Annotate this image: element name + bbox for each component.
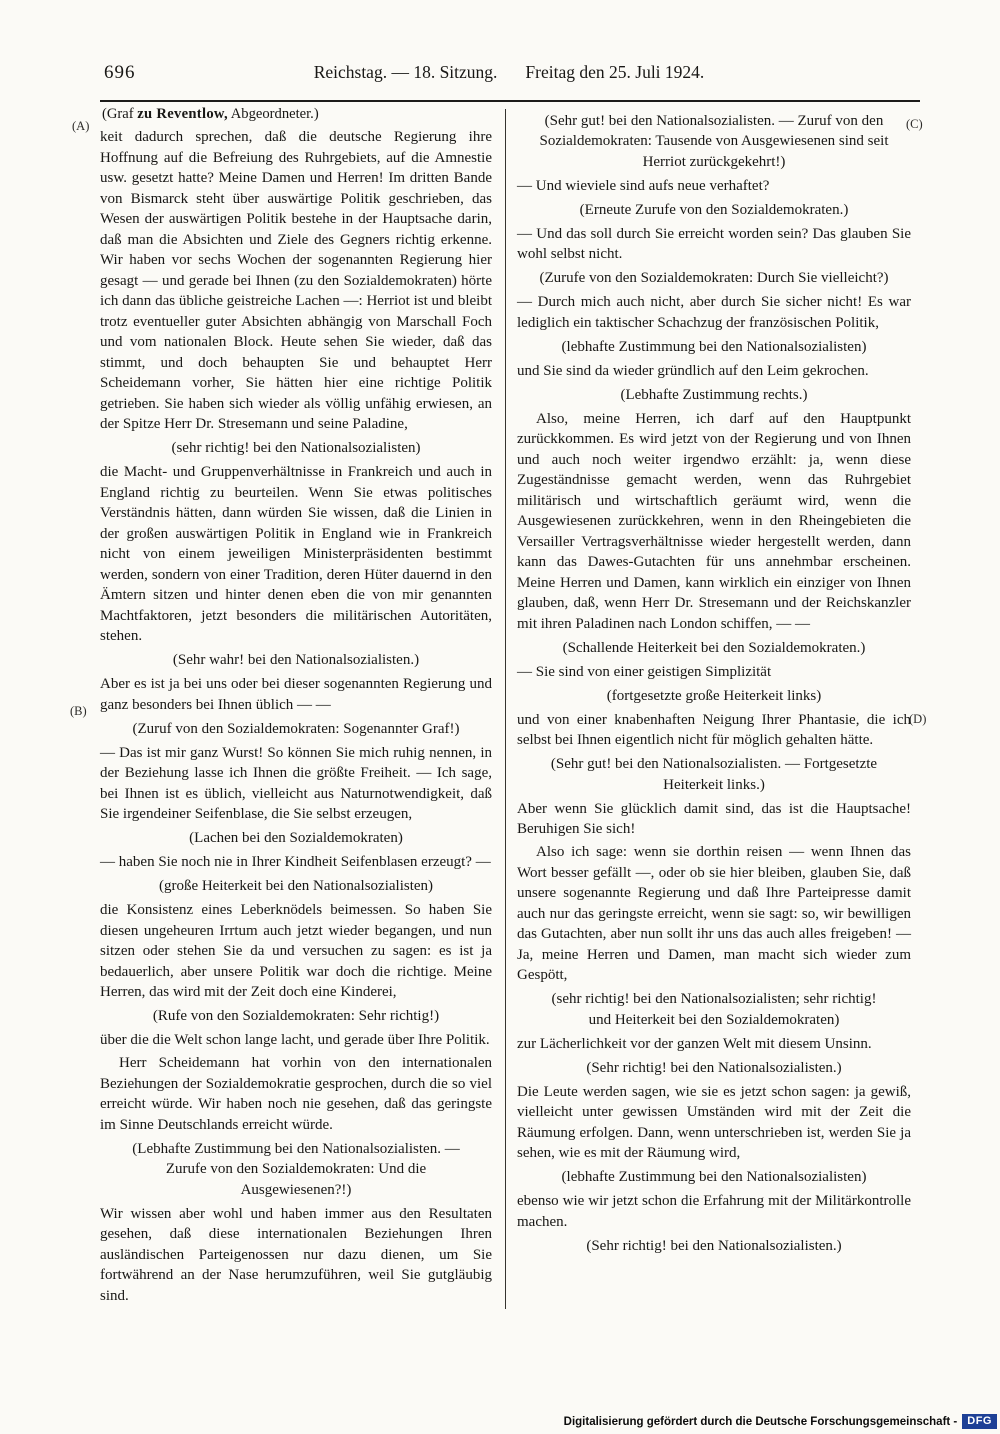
interjection-note: (lebhafte Zustimmung bei den Nationalsozialisten) — [561, 338, 867, 355]
header-date: Freitag den 25. Juli 1924. — [525, 62, 705, 82]
interjection-note: (Zurufe von den Sozialdemokraten: Durch Sie vielleicht?) — [539, 270, 889, 286]
interjection-note: (Sehr gut! bei den Nationalsozialisten. — Fortgesetzte Heiterkeit links.) — [550, 756, 878, 793]
header-title: Reichstag. — 18. Sitzung. — [313, 62, 498, 82]
interjection-note: (Zuruf von den Sozialdemokraten: Sogenannter Graf!) — [132, 720, 460, 737]
speech-paragraph: — Das ist mir ganz Wurst! So können Sie mich ruhig nennen, in der Beziehung lasse ich Ihnen die größte Freiheit. — Ich sage, bei Ihnen ist es üblich, vielleicht aus Naturnotwendigkeit, daß Sie irgendeiner Seifenblase, die Sie selbst erzeugen, — [100, 744, 492, 822]
interjection-note: (Rufe von den Sozialdemokraten: Sehr richtig!) — [152, 1008, 440, 1024]
interjection-note: (Schallende Heiterkeit bei den Sozialdemokraten.) — [562, 639, 866, 656]
speaker-line — [102, 105, 492, 124]
speech-paragraph: Also, meine Herren, ich darf auf den Hauptpunkt zurückkommen. Es wird jetzt von der Regierung und von Ihnen und auch noch weiter irgendwo erzählt: ja, wenn diese Zugeständnisse gemacht werden, wenn das Ruhrgebiet militärisch und wirtschaftlich geräumt wird, wenn die Ausgewiesenen zurückkehren, wenn in den Rheingebieten die Versailler Vertragsverhältnisse wieder hergestellt werden, dann kann das Dawes-Gutachten für uns annehmbar erscheinen. Meine Herren und Damen, kann wirklich ein einziger von Ihnen glauben, daß, wenn Herr Dr. Stresemann und der Reichskanzler mit ihren Paladinen nach London schiffen, — — — [517, 410, 911, 632]
margin-label-a: (A) — [72, 119, 90, 133]
right-column — [517, 105, 911, 1309]
digitization-footer — [564, 1414, 997, 1429]
left-column-blocks — [100, 127, 492, 1306]
interjection-note: (Sehr gut! bei den Nationalsozialisten. — Zuruf von den Sozialdemokraten: Tausende von Ausgewiesenen sind seit Herriot zurückgekehrt!) — [539, 112, 889, 170]
speech-paragraph: Aber es ist ja bei uns oder bei dieser sogenannten Regierung und ganz besonders bei Ihnen üblich — — — [100, 676, 492, 713]
speech-paragraph: Herr Scheidemann hat vorhin von den internationalen Beziehungen der Sozialdemokratie gesprochen, durch die so viel erreicht würde. Wir haben noch nie gesehen, daß das geringste im Sinne Deutschlands erreicht würde. — [100, 1055, 492, 1133]
interjection-note: (Erneute Zurufe von den Sozialdemokraten.) — [579, 201, 849, 218]
speech-paragraph: die Macht- und Gruppenverhältnisse in Frankreich und auch in England richtig zu beurteilen. Wenn Sie etwas politisches Verständnis hätten, dann würden Sie wissen, daß die Linien in der großen auswärtigen Politik in England wie in Frankreich nicht von einem jeweiligen Ministerpräsidenten bestimmt werden, sondern von einer Tradition, deren Hüter dauernd in den Ämtern sitzen und hinter denen eben die von mir genannten Machtfaktoren, jetzt besonders die militärischen Autoritäten, stehen. — [100, 464, 492, 644]
speech-paragraph: ebenso wie wir jetzt schon die Erfahrung mit der Militärkontrolle machen. — [517, 1193, 911, 1230]
speaker-prefix: (Graf — [102, 106, 138, 122]
interjection-note: (Sehr richtig! bei den Nationalsozialisten.) — [586, 1059, 842, 1076]
speech-paragraph: — Sie sind von einer geistigen Simplizität — [517, 663, 772, 680]
speaker-name: zu Reventlow, — [137, 106, 228, 122]
speech-paragraph: — Durch mich auch nicht, aber durch Sie sicher nicht! Es war lediglich ein taktischer Schachzug der französischen Politik, — [517, 294, 911, 331]
footer-text: Digitalisierung gefördert durch die Deutsche Forschungsgemeinschaft - — [563, 1415, 958, 1428]
page-header — [100, 60, 918, 92]
margin-label-b: (B) — [70, 704, 87, 718]
header-line — [100, 62, 918, 83]
two-column-text — [100, 105, 912, 1309]
speech-paragraph: Die Leute werden sagen, wie sie es jetzt schon sagen: ja gewiß, vielleicht unter gewissen Umständen wird mit der Zeit die Räumung erfolgen. Dann, wenn unterschrieben ist, werden Sie ja sehen, wie es mit der Räumung wird, — [517, 1083, 911, 1161]
interjection-note: (Sehr richtig! bei den Nationalsozialisten.) — [586, 1237, 842, 1254]
column-divider — [505, 109, 506, 1309]
interjection-note: (sehr richtig! bei den Nationalsozialisten; sehr richtig! und Heiterkeit bei den Sozialdemokraten) — [551, 991, 877, 1028]
speech-paragraph: — Und wieviele sind aufs neue verhaftet? — [517, 177, 770, 194]
speech-paragraph: keit dadurch sprechen, daß die deutsche Regierung ihre Hoffnung auf die Befreiung des Ruhrgebiets, auf die Amnestie usw. gesetzt hatte? Meine Damen und Herren! Im dritten Bande von Bismarck steht über auswärtige Politik geschrieben, das Wesen der auswärtigen Politik bestehe in der Hauptsache darin, daß man die Absichten und Ziele des Gegners richtig erkenne. Wir haben vor sechs Wochen der sogenannten Regierung hier gesagt — und gerade bei Ihnen (zu den Sozialdemokraten) hörte ich dann das übliche geistreiche Lachen —: Herriot ist und bleibt trotz eventueller guter Absichten abhängig von Marschall Foch und vom nationalen Block. Heute sehen Sie wieder, daß das stimmt, und doch behaupten Sie und behauptet Herr Scheidemann vorher, Sie hätten hier eine richtige Politik getrieben. Sie haben sich wieder als völlig unfähig erwiesen, an der Spitze Herr Dr. Stresemann und seine Paladine, — [100, 129, 492, 432]
margin-label-c: (C) — [906, 117, 923, 131]
interjection-note: (Lachen bei den Sozialdemokraten) — [189, 830, 403, 846]
header-rule — [100, 100, 920, 102]
left-column — [100, 105, 492, 1309]
speech-paragraph: und Sie sind da wieder gründlich auf den Leim gekrochen. — [517, 362, 869, 379]
interjection-note: (Sehr wahr! bei den Nationalsozialisten.) — [172, 652, 420, 668]
interjection-note: (Lebhafte Zustimmung rechts.) — [620, 386, 808, 403]
speech-paragraph: Wir wissen aber wohl und haben immer aus den Resultaten gesehen, daß diese internationalen Beziehungen Ihren ausländischen Parteigenossen nur dazu dienen, um Sie fortwährend an der Nase herumzuführen, weil Sie gutgläubig sind. — [100, 1205, 492, 1304]
speech-paragraph: Also ich sage: wenn sie dorthin reisen — wenn Ihnen das Wort besser gefällt —, oder ob sie hier bleiben, glauben Sie, daß unsere sogenannte Regierung und daß Ihre Parteipresse damit auch nur das geringste erreicht, wenn sie sagt: so, wir bewilligen das Gutachten, aber nun sollt ihr uns das auch alles freigeben! — Ja, meine Herren und Damen, man macht sich wieder zum Gespött, — [517, 844, 911, 983]
margin-label-d: (D) — [909, 712, 927, 726]
dfg-logo: DFG — [962, 1414, 997, 1429]
interjection-note: (große Heiterkeit bei den Nationalsozialisten) — [158, 878, 434, 894]
speech-paragraph: Aber wenn Sie glücklich damit sind, das ist die Hauptsache! Beruhigen Sie sich! — [517, 800, 911, 837]
speech-paragraph: zur Lächerlichkeit vor der ganzen Welt mit diesem Unsinn. — [517, 1035, 872, 1052]
interjection-note: (sehr richtig! bei den Nationalsozialisten) — [171, 440, 421, 456]
interjection-note: (Lebhafte Zustimmung bei den Nationalsozialisten. — Zurufe von den Sozialdemokraten: Und die Ausgewiesenen?!) — [132, 1140, 460, 1198]
interjection-note: (lebhafte Zustimmung bei den Nationalsozialisten) — [561, 1169, 867, 1185]
interjection-note: (fortgesetzte große Heiterkeit links) — [606, 687, 822, 704]
speech-paragraph: — haben Sie noch nie in Ihrer Kindheit Seifenblasen erzeugt? — — [100, 854, 491, 870]
right-column-blocks — [517, 111, 911, 1257]
page-number: 696 — [104, 62, 136, 83]
speech-paragraph: und von einer knabenhaften Neigung Ihrer Phantasie, die ich selbst bei Ihnen eigentlich nicht für möglich gehalten hätte. — [517, 711, 911, 748]
speech-paragraph: — Und das soll durch Sie erreicht worden sein? Das glauben Sie wohl selbst nicht. — [517, 225, 911, 262]
speaker-suffix: Abgeordneter.) — [227, 106, 319, 122]
speech-paragraph: über die die Welt schon lange lacht, und gerade über Ihre Politik. — [100, 1032, 490, 1048]
speech-paragraph: die Konsistenz eines Leberknödels beimessen. So haben Sie diesen ungeheuren Irrtum auch jetzt wieder begangen, und nun sitzen oder stehen Sie da und versuchen zu sagen: es ist ja bedauerlich, aber unsere Politik war doch die richtige. Meine Herren, das wird mit der Zeit doch eine Kinderei, — [100, 902, 492, 1000]
